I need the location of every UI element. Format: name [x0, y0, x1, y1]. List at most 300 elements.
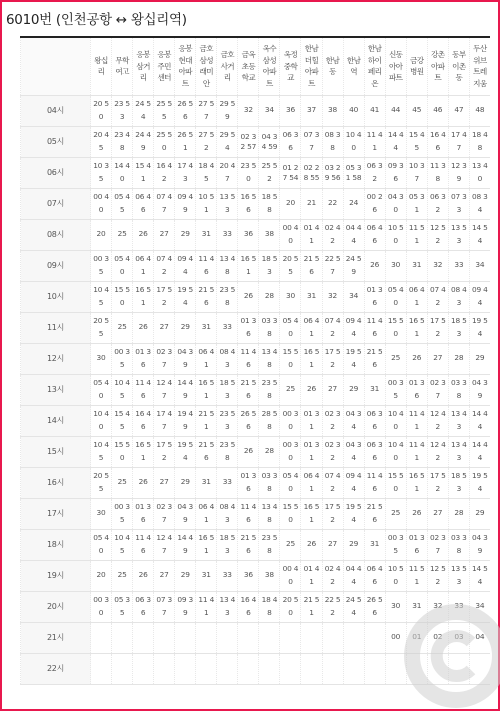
departure-minutes: 22 — [322, 188, 343, 219]
departure-minutes: 06 41 — [196, 343, 217, 374]
departure-minutes: 11 46 — [196, 250, 217, 281]
departure-minutes: 31 — [406, 591, 427, 622]
departure-minutes — [343, 622, 364, 653]
header-stop-name: 두산위브트레지움 — [469, 37, 490, 95]
departure-minutes: 11 41 — [364, 126, 385, 157]
hour-label: 22시 — [21, 653, 91, 684]
departure-minutes: 11 38 — [427, 157, 448, 188]
departure-minutes: 02 37 — [427, 374, 448, 405]
departure-minutes: 05 35 — [112, 591, 133, 622]
departure-minutes: 28 — [448, 343, 469, 374]
departure-minutes: 04 44 — [343, 560, 364, 591]
departure-minutes — [196, 622, 217, 653]
table-row — [21, 95, 491, 126]
departure-minutes — [238, 622, 259, 653]
departure-minutes: 31 — [301, 281, 322, 312]
departure-minutes: 29 54 — [217, 126, 238, 157]
departure-minutes: 05 40 — [91, 374, 112, 405]
departure-minutes: 26 — [238, 281, 259, 312]
departure-minutes: 27 — [154, 560, 175, 591]
departure-minutes: 10 45 — [91, 436, 112, 467]
departure-minutes: 05 40 — [112, 250, 133, 281]
departure-minutes: 00 — [385, 622, 406, 653]
departure-minutes: 09 44 — [343, 467, 364, 498]
departure-minutes: 17 52 — [427, 467, 448, 498]
table-row — [21, 219, 491, 250]
departure-minutes: 16 51 — [196, 529, 217, 560]
departure-minutes: 19 54 — [469, 467, 490, 498]
departure-minutes: 25 — [112, 467, 133, 498]
departure-minutes: 00 35 — [91, 250, 112, 281]
departure-minutes: 16 56 — [238, 188, 259, 219]
departure-minutes — [112, 622, 133, 653]
departure-minutes: 17 52 — [322, 343, 343, 374]
departure-minutes — [259, 622, 280, 653]
departure-minutes: 18 48 — [259, 591, 280, 622]
header-stop-name: 응봉현대아파트 — [175, 37, 196, 95]
departure-minutes: 26 56 — [238, 405, 259, 436]
departure-minutes: 01 36 — [238, 467, 259, 498]
departure-minutes: 17 47 — [448, 126, 469, 157]
table-row — [21, 591, 491, 622]
departure-minutes: 04 44 — [343, 219, 364, 250]
departure-minutes: 06 32 — [364, 157, 385, 188]
departure-minutes: 09 44 — [343, 312, 364, 343]
departure-minutes: 01 41 — [301, 219, 322, 250]
departure-minutes: 18 53 — [448, 467, 469, 498]
departure-minutes: 09 49 — [175, 188, 196, 219]
departure-minutes: 11 46 — [364, 467, 385, 498]
departure-minutes: 16 51 — [133, 436, 154, 467]
departure-minutes: 12 47 — [154, 529, 175, 560]
departure-minutes: 04 30 — [385, 188, 406, 219]
header-stop-name: 강촌아파트 — [427, 37, 448, 95]
departure-minutes: 31 — [364, 374, 385, 405]
header-stop-name: 동부이촌동 — [448, 37, 469, 95]
departure-minutes: 33 — [217, 467, 238, 498]
departure-minutes: 14 54 — [469, 219, 490, 250]
departure-minutes: 03 38 — [448, 529, 469, 560]
departure-minutes: 14 40 — [112, 157, 133, 188]
departure-minutes: 37 — [301, 95, 322, 126]
departure-minutes: 13 53 — [448, 219, 469, 250]
departure-minutes: 06 36 — [133, 591, 154, 622]
departure-minutes: 24 — [343, 188, 364, 219]
hour-label: 08시 — [21, 219, 91, 250]
departure-minutes: 40 — [343, 95, 364, 126]
departure-minutes: 13 48 — [259, 498, 280, 529]
departure-minutes: 11 46 — [238, 498, 259, 529]
departure-minutes: 47 — [448, 95, 469, 126]
departure-minutes: 18 45 — [196, 157, 217, 188]
departure-minutes: 41 — [364, 95, 385, 126]
departure-minutes: 16 51 — [406, 312, 427, 343]
header-stop-name: 옥정중학교 — [280, 37, 301, 95]
departure-minutes: 15 45 — [406, 126, 427, 157]
hour-label: 18시 — [21, 529, 91, 560]
departure-minutes: 26 — [133, 467, 154, 498]
departure-minutes: 27 — [427, 498, 448, 529]
departure-minutes: 15 45 — [112, 405, 133, 436]
departure-minutes — [427, 653, 448, 684]
departure-minutes: 07 33 — [448, 188, 469, 219]
departure-minutes: 01 27 54 — [280, 157, 301, 188]
departure-minutes: 10 40 — [385, 405, 406, 436]
departure-minutes: 03 29 56 — [322, 157, 343, 188]
departure-minutes: 15 50 — [385, 467, 406, 498]
departure-minutes: 18 58 — [259, 188, 280, 219]
departure-minutes: 01 36 — [133, 498, 154, 529]
departure-minutes: 12 42 — [427, 405, 448, 436]
departure-minutes: 11 41 — [196, 591, 217, 622]
departure-minutes: 09 44 — [175, 250, 196, 281]
hour-label: 17시 — [21, 498, 91, 529]
departure-minutes: 21 56 — [238, 529, 259, 560]
departure-minutes: 31 — [196, 312, 217, 343]
table-row — [21, 281, 491, 312]
departure-minutes: 07 47 — [154, 188, 175, 219]
departure-minutes: 25 — [385, 498, 406, 529]
departure-minutes: 09 39 — [175, 591, 196, 622]
departure-minutes: 28 — [448, 498, 469, 529]
departure-minutes: 02 28 55 — [301, 157, 322, 188]
departure-minutes: 28 — [259, 436, 280, 467]
departure-minutes: 25 — [112, 219, 133, 250]
departure-minutes: 08 38 — [322, 126, 343, 157]
departure-minutes: 29 — [343, 529, 364, 560]
departure-minutes: 20 — [91, 560, 112, 591]
departure-minutes: 10 50 — [385, 219, 406, 250]
departure-minutes: 27 — [322, 529, 343, 560]
departure-minutes: 03 — [448, 622, 469, 653]
departure-minutes: 08 34 — [469, 188, 490, 219]
departure-minutes: 45 — [406, 95, 427, 126]
departure-minutes: 15 50 — [280, 343, 301, 374]
hour-label: 20시 — [21, 591, 91, 622]
departure-minutes: 16 46 — [427, 126, 448, 157]
departure-minutes: 12 47 — [154, 374, 175, 405]
departure-minutes: 13 48 — [259, 343, 280, 374]
departure-minutes: 00 30 — [280, 436, 301, 467]
departure-minutes: 21 56 — [196, 436, 217, 467]
departure-minutes: 00 26 — [364, 188, 385, 219]
departure-minutes: 16 51 — [301, 498, 322, 529]
departure-minutes: 26 — [301, 529, 322, 560]
departure-minutes: 04 34 — [343, 405, 364, 436]
departure-minutes: 07 37 — [301, 126, 322, 157]
hour-label: 04시 — [21, 95, 91, 126]
departure-minutes: 38 — [259, 219, 280, 250]
departure-minutes: 30 — [385, 591, 406, 622]
departure-minutes: 19 54 — [343, 343, 364, 374]
departure-minutes: 33 — [217, 312, 238, 343]
table-row — [21, 560, 491, 591]
departure-minutes: 26 — [406, 343, 427, 374]
departure-minutes: 33 — [217, 219, 238, 250]
header-time-column — [21, 37, 91, 95]
departure-minutes: 11 51 — [406, 560, 427, 591]
departure-minutes: 17 43 — [175, 157, 196, 188]
departure-minutes: 26 56 — [364, 591, 385, 622]
departure-minutes: 29 — [469, 343, 490, 374]
departure-minutes: 08 43 — [448, 281, 469, 312]
departure-minutes: 26 — [364, 250, 385, 281]
departure-minutes: 16 46 — [238, 591, 259, 622]
departure-minutes: 20 50 — [280, 591, 301, 622]
departure-minutes: 48 — [469, 95, 490, 126]
departure-minutes: 31 — [364, 529, 385, 560]
departure-minutes: 29 — [175, 219, 196, 250]
departure-minutes: 06 41 — [133, 250, 154, 281]
header-stop-name: 금강병원 — [406, 37, 427, 95]
departure-minutes: 01 36 — [406, 529, 427, 560]
departure-minutes: 27 57 — [196, 95, 217, 126]
departure-minutes — [364, 653, 385, 684]
departure-minutes: 02 32 — [322, 405, 343, 436]
departure-minutes: 29 — [175, 560, 196, 591]
hour-label: 12시 — [21, 343, 91, 374]
departure-minutes: 26 — [133, 219, 154, 250]
departure-minutes: 17 47 — [154, 405, 175, 436]
departure-minutes — [364, 622, 385, 653]
header-stop-name: 응봉주민센터 — [154, 37, 175, 95]
departure-minutes: 36 — [238, 560, 259, 591]
departure-minutes: 13 48 — [217, 250, 238, 281]
table-row — [21, 343, 491, 374]
departure-minutes: 01 36 — [406, 374, 427, 405]
departure-minutes: 06 41 — [301, 467, 322, 498]
table-row — [21, 467, 491, 498]
header-stop-name: 응봉삼거리 — [133, 37, 154, 95]
departure-minutes: 12 39 — [448, 157, 469, 188]
hour-label: 19시 — [21, 560, 91, 591]
hour-label: 09시 — [21, 250, 91, 281]
departure-minutes: 23 58 — [259, 374, 280, 405]
departure-minutes: 17 52 — [154, 436, 175, 467]
departure-minutes: 10 35 — [91, 157, 112, 188]
departure-minutes: 06 41 — [301, 312, 322, 343]
departure-minutes: 12 52 — [427, 219, 448, 250]
departure-minutes: 03 38 — [259, 312, 280, 343]
departure-minutes: 19 49 — [175, 405, 196, 436]
header-stop-name: 금호사거리 — [217, 37, 238, 95]
departure-minutes: 20 47 — [217, 157, 238, 188]
departure-minutes: 30 — [280, 281, 301, 312]
departure-minutes: 06 46 — [133, 188, 154, 219]
departure-minutes: 21 51 — [196, 405, 217, 436]
departure-minutes: 31 — [196, 219, 217, 250]
departure-minutes: 05 40 — [385, 281, 406, 312]
header-stop-name: 금옥초등학교 — [238, 37, 259, 95]
departure-minutes: 31 — [406, 250, 427, 281]
departure-minutes — [154, 622, 175, 653]
hour-label: 11시 — [21, 312, 91, 343]
departure-minutes — [322, 653, 343, 684]
departure-minutes: 14 49 — [175, 374, 196, 405]
departure-minutes: 29 — [469, 498, 490, 529]
departure-minutes: 13 53 — [448, 560, 469, 591]
departure-minutes: 08 43 — [217, 343, 238, 374]
table-row — [21, 312, 491, 343]
departure-minutes: 11 46 — [133, 529, 154, 560]
departure-minutes: 05 45 — [112, 188, 133, 219]
departure-minutes: 15 50 — [385, 312, 406, 343]
departure-minutes: 21 56 — [238, 374, 259, 405]
departure-minutes: 06 46 — [364, 219, 385, 250]
departure-minutes: 13 40 — [469, 157, 490, 188]
departure-minutes: 00 30 — [280, 405, 301, 436]
departure-minutes: 19 54 — [343, 498, 364, 529]
departure-minutes: 02 32 57 — [238, 126, 259, 157]
departure-minutes: 25 52 — [259, 157, 280, 188]
departure-minutes: 25 50 — [154, 126, 175, 157]
header-stop-name: 한남동 — [322, 37, 343, 95]
departure-minutes: 01 36 — [238, 312, 259, 343]
departure-minutes: 18 53 — [217, 374, 238, 405]
departure-minutes: 02 37 — [154, 343, 175, 374]
departure-minutes: 01 36 — [364, 281, 385, 312]
departure-minutes: 02 32 — [322, 436, 343, 467]
departure-minutes: 19 54 — [175, 436, 196, 467]
departure-minutes: 26 — [301, 374, 322, 405]
header-stop-name: 금호삼성래미안 — [196, 37, 217, 95]
departure-minutes: 21 — [301, 188, 322, 219]
departure-minutes: 26 — [133, 560, 154, 591]
departure-minutes: 21 56 — [364, 498, 385, 529]
departure-minutes: 38 — [259, 560, 280, 591]
departure-minutes: 14 54 — [469, 560, 490, 591]
departure-minutes: 24 49 — [133, 126, 154, 157]
departure-minutes: 01 31 — [301, 405, 322, 436]
departure-minutes: 01 36 — [133, 343, 154, 374]
departure-minutes: 16 51 — [133, 281, 154, 312]
departure-minutes: 02 — [427, 622, 448, 653]
departure-minutes: 26 — [133, 312, 154, 343]
departure-minutes: 31 — [196, 560, 217, 591]
departure-minutes — [154, 653, 175, 684]
departure-minutes: 26 — [406, 498, 427, 529]
table-row — [21, 436, 491, 467]
departure-minutes: 10 40 — [91, 405, 112, 436]
table-row — [21, 653, 491, 684]
table-row — [21, 498, 491, 529]
departure-minutes — [385, 653, 406, 684]
departure-minutes: 15 50 — [112, 281, 133, 312]
departure-minutes — [175, 622, 196, 653]
departure-minutes: 29 — [175, 312, 196, 343]
departure-minutes: 07 37 — [154, 591, 175, 622]
departure-minutes: 11 51 — [406, 219, 427, 250]
departure-minutes: 17 52 — [427, 312, 448, 343]
departure-minutes: 23 58 — [217, 436, 238, 467]
departure-minutes: 06 46 — [364, 560, 385, 591]
departure-minutes — [217, 622, 238, 653]
header-stop-name: 옥수삼성아파트 — [259, 37, 280, 95]
departure-minutes: 05 40 — [280, 467, 301, 498]
departure-minutes: 22 57 — [322, 250, 343, 281]
departure-minutes: 10 45 — [112, 374, 133, 405]
departure-minutes: 13 43 — [217, 591, 238, 622]
departure-minutes: 06 41 — [196, 498, 217, 529]
table-row — [21, 188, 491, 219]
departure-minutes: 14 44 — [385, 126, 406, 157]
departure-minutes: 25 — [280, 529, 301, 560]
header-stop-name: 한남하이페리온 — [364, 37, 385, 95]
departure-minutes: 03 38 — [448, 374, 469, 405]
departure-minutes: 26 51 — [175, 126, 196, 157]
departure-minutes: 18 53 — [448, 312, 469, 343]
hour-label: 07시 — [21, 188, 91, 219]
departure-minutes: 23 53 — [112, 95, 133, 126]
departure-minutes — [406, 653, 427, 684]
departure-minutes — [343, 653, 364, 684]
header-stop-name: 왕십리 — [91, 37, 112, 95]
departure-minutes: 03 38 — [259, 467, 280, 498]
departure-minutes — [448, 653, 469, 684]
header-row — [21, 37, 491, 95]
departure-minutes: 32 — [427, 591, 448, 622]
hour-label: 05시 — [21, 126, 91, 157]
table-row — [21, 126, 491, 157]
departure-minutes: 23 58 — [217, 281, 238, 312]
departure-minutes: 16 51 — [406, 467, 427, 498]
departure-minutes: 21 56 — [301, 250, 322, 281]
departure-minutes: 11 41 — [406, 436, 427, 467]
departure-minutes: 05 31 58 — [343, 157, 364, 188]
departure-minutes: 06 36 — [364, 405, 385, 436]
departure-minutes: 04 39 — [469, 374, 490, 405]
departure-minutes: 34 — [343, 281, 364, 312]
departure-minutes: 27 — [322, 374, 343, 405]
departure-minutes: 36 — [280, 95, 301, 126]
header-stop-name: 무학여고 — [112, 37, 133, 95]
header-stop-name: 신동아아파트 — [385, 37, 406, 95]
departure-minutes: 20 55 — [91, 312, 112, 343]
departure-minutes: 27 — [154, 467, 175, 498]
departure-minutes: 04 — [469, 622, 490, 653]
departure-minutes: 13 43 — [448, 436, 469, 467]
departure-minutes: 08 43 — [217, 498, 238, 529]
departure-minutes: 46 — [427, 95, 448, 126]
departure-minutes: 34 — [469, 591, 490, 622]
departure-minutes: 04 39 — [175, 498, 196, 529]
departure-minutes: 11 46 — [133, 374, 154, 405]
departure-minutes: 34 — [469, 250, 490, 281]
departure-minutes: 33 — [448, 591, 469, 622]
departure-minutes: 05 40 — [91, 529, 112, 560]
departure-minutes: 29 59 — [217, 95, 238, 126]
departure-minutes: 00 40 — [91, 188, 112, 219]
departure-minutes: 20 55 — [280, 250, 301, 281]
departure-minutes: 05 40 — [280, 312, 301, 343]
departure-minutes — [91, 622, 112, 653]
departure-minutes: 24 54 — [133, 95, 154, 126]
departure-minutes: 26 56 — [175, 95, 196, 126]
departure-minutes: 12 42 — [427, 436, 448, 467]
departure-minutes: 06 36 — [280, 126, 301, 157]
departure-minutes: 04 34 — [343, 436, 364, 467]
departure-minutes: 10 40 — [385, 436, 406, 467]
departure-minutes: 33 — [217, 560, 238, 591]
departure-minutes: 00 40 — [280, 219, 301, 250]
departure-minutes: 28 58 — [259, 405, 280, 436]
departure-minutes — [91, 653, 112, 684]
departure-minutes: 14 49 — [175, 529, 196, 560]
departure-minutes: 10 45 — [112, 529, 133, 560]
hour-label: 13시 — [21, 374, 91, 405]
departure-minutes: 29 — [175, 467, 196, 498]
departure-minutes: 07 42 — [427, 281, 448, 312]
